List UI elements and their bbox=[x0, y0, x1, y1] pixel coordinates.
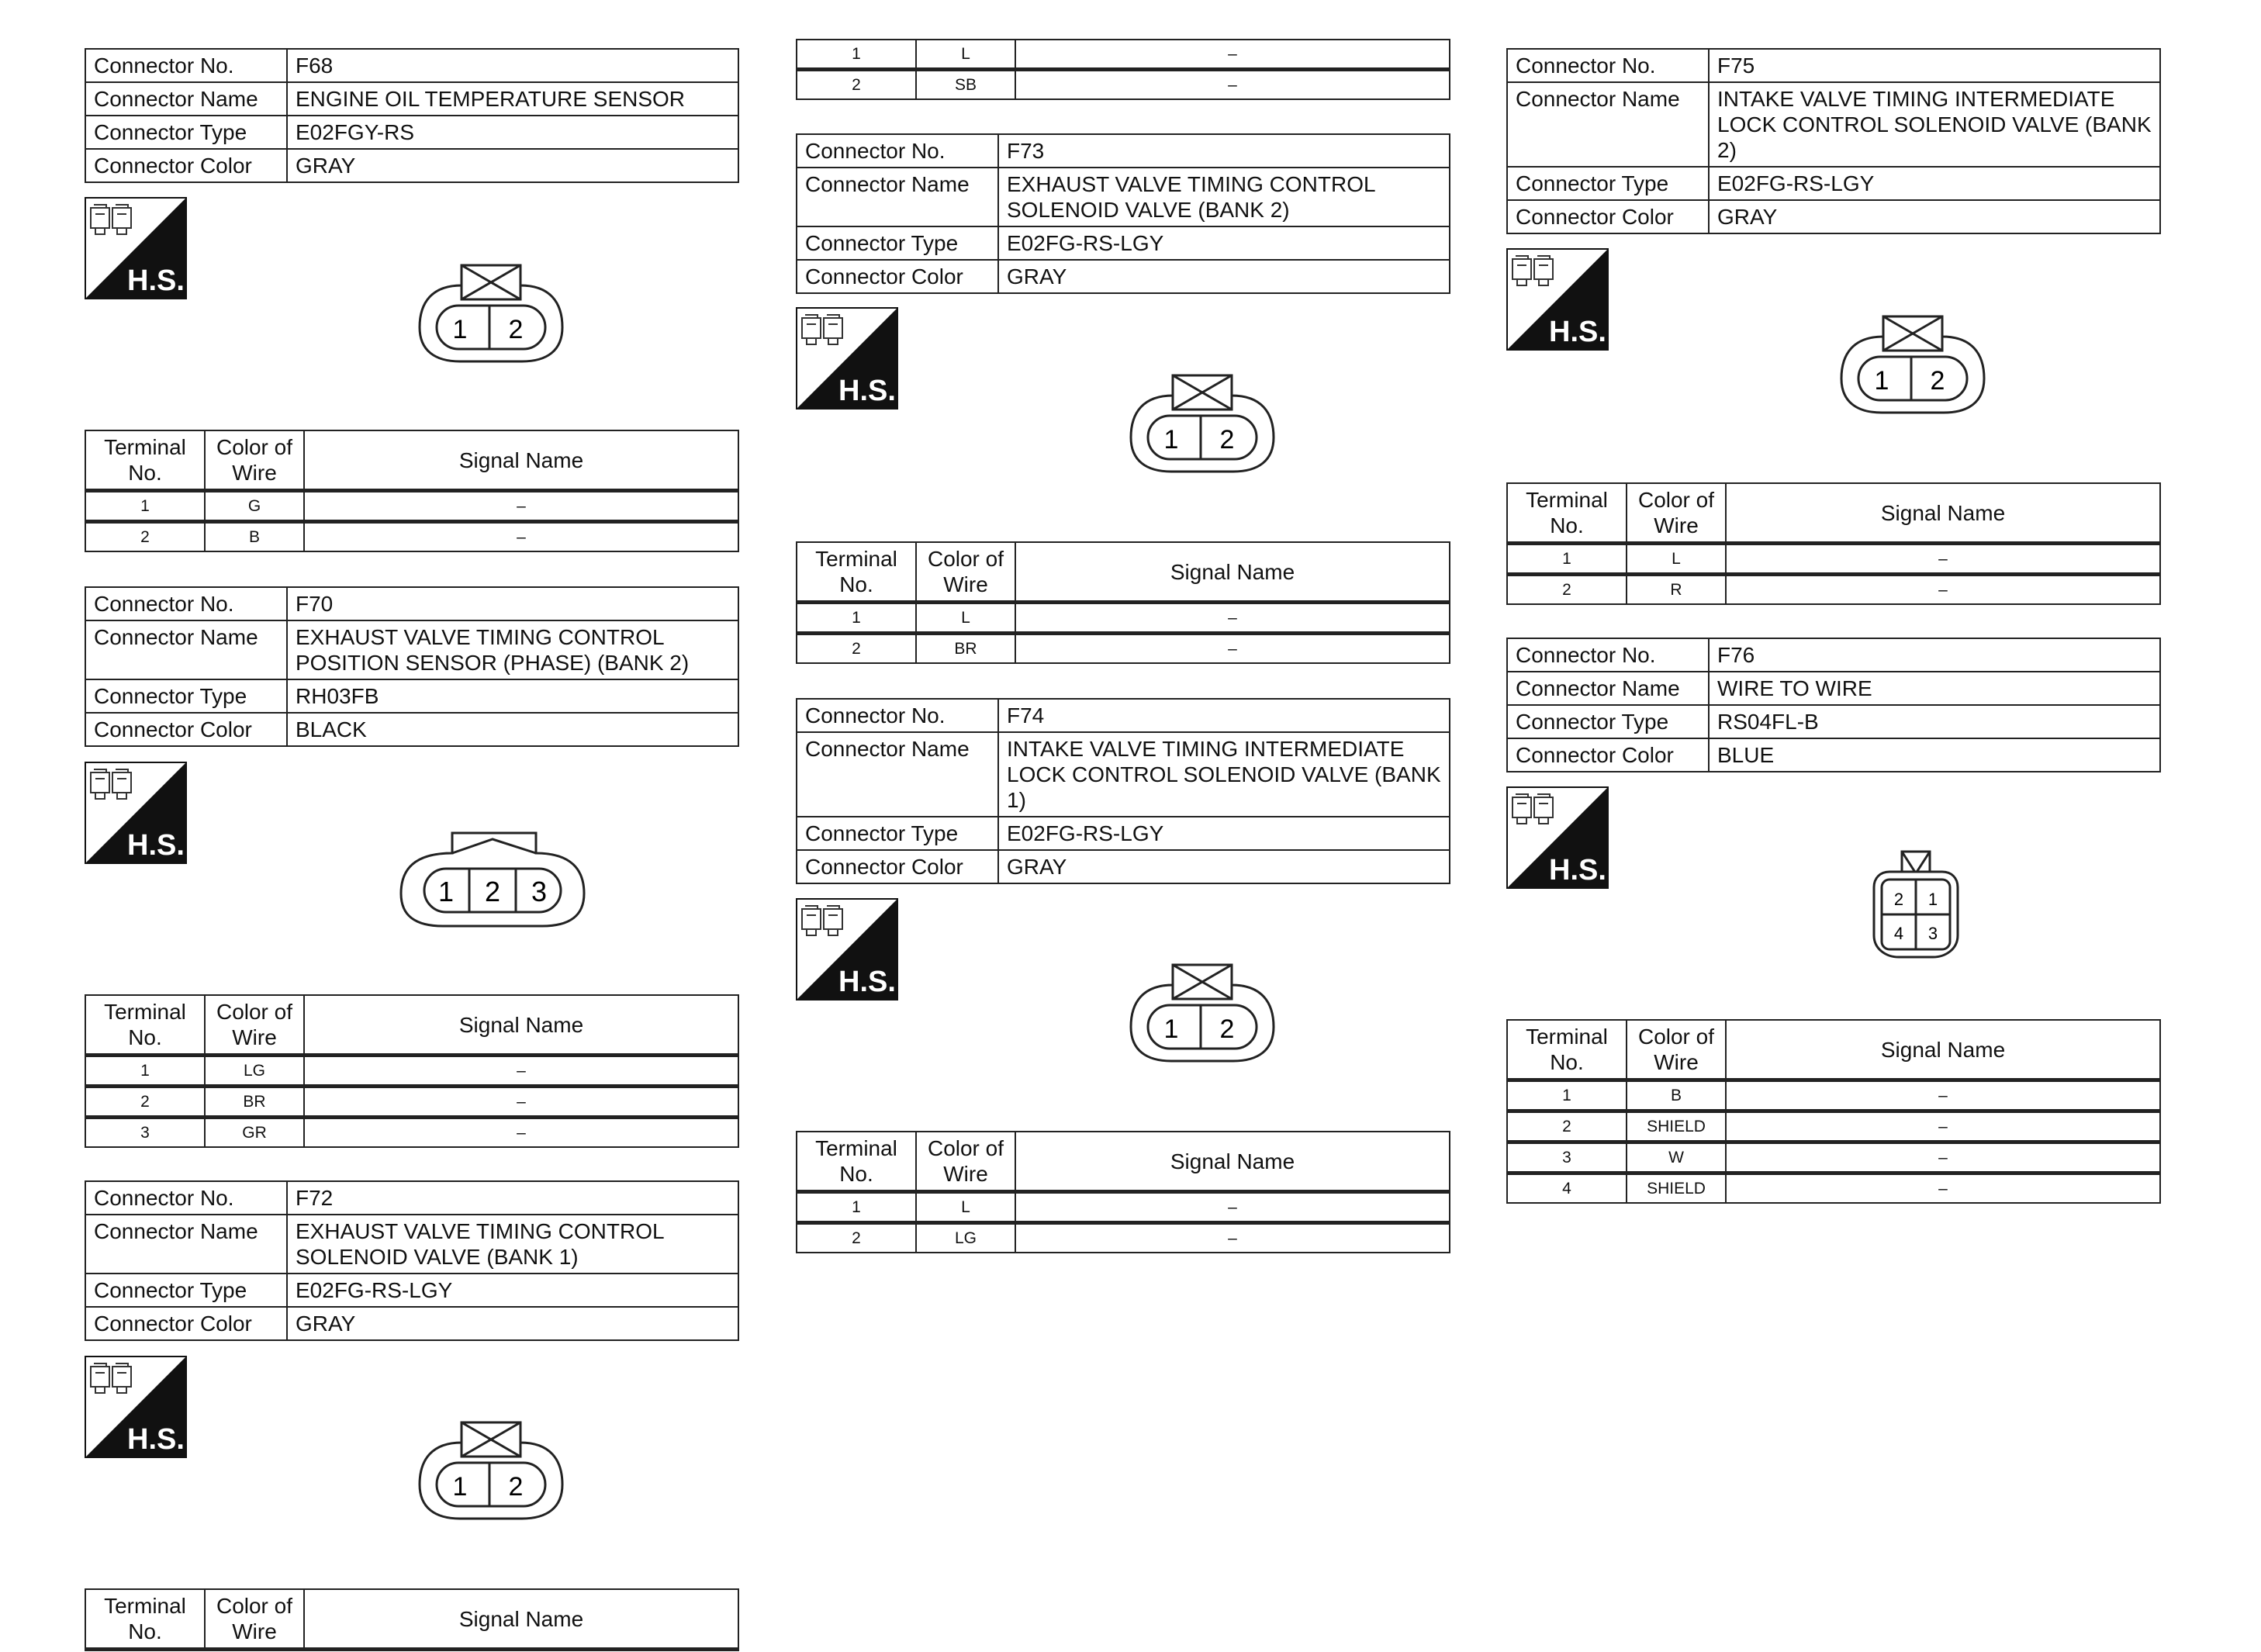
signal-name: – bbox=[1015, 1192, 1450, 1223]
wire-color: L bbox=[1627, 544, 1726, 575]
connector-color-value: BLUE bbox=[1709, 738, 2160, 772]
terminal-no: 1 bbox=[797, 603, 916, 634]
signal-name: – bbox=[304, 1087, 738, 1118]
harness-side-icon bbox=[796, 307, 898, 410]
signal-name: – bbox=[1726, 1111, 2160, 1142]
connector-f72-terminals bbox=[85, 1588, 739, 1651]
connector-f72-terminals-continued bbox=[796, 39, 1450, 100]
connector-type-label: Connector Type bbox=[797, 817, 998, 850]
terminal-no: 1 bbox=[85, 1056, 205, 1087]
connector-type-value: E02FGY-RS bbox=[287, 116, 738, 149]
terminal-no: 3 bbox=[85, 1118, 205, 1148]
connector-no-value: F70 bbox=[287, 587, 738, 620]
connector-no-label: Connector No. bbox=[1507, 638, 1709, 672]
connector-no-value: F74 bbox=[998, 699, 1450, 732]
wire-color: R bbox=[1627, 575, 1726, 605]
pin-1-label: 1 bbox=[437, 876, 455, 907]
connector-f76-section bbox=[1506, 638, 2161, 772]
connector-f68-terminals bbox=[85, 430, 739, 552]
connector-no-value: F75 bbox=[1709, 49, 2160, 82]
table-row bbox=[85, 1118, 738, 1148]
connector-type-value: E02FG-RS-LGY bbox=[1709, 167, 2160, 200]
signal-name: – bbox=[1015, 40, 1450, 70]
connector-face-2pin bbox=[1125, 962, 1280, 1066]
terminal-no-header: Terminal No. bbox=[1507, 1020, 1627, 1080]
connector-face-3pin bbox=[393, 822, 592, 931]
wire-color: L bbox=[916, 603, 1015, 634]
wire-color-header: Color of Wire bbox=[1627, 483, 1726, 544]
connector-type-label: Connector Type bbox=[85, 679, 287, 713]
terminal-no: 1 bbox=[1507, 1080, 1627, 1111]
wire-color-header: Color of Wire bbox=[1627, 1020, 1726, 1080]
connector-color-value: GRAY bbox=[998, 850, 1450, 883]
table-row bbox=[85, 1087, 738, 1118]
connector-f70-section bbox=[85, 586, 739, 747]
connector-no-label: Connector No. bbox=[85, 49, 287, 82]
wire-color: BR bbox=[205, 1087, 304, 1118]
signal-name: – bbox=[1015, 634, 1450, 664]
pin-1-label: 1 bbox=[1163, 425, 1179, 454]
pin-2-label: 2 bbox=[1219, 425, 1235, 454]
harness-side-icon bbox=[85, 762, 187, 864]
connector-type-label: Connector Type bbox=[1507, 167, 1709, 200]
connector-color-label: Connector Color bbox=[1507, 738, 1709, 772]
table-row bbox=[797, 603, 1450, 634]
connector-color-label: Connector Color bbox=[85, 713, 287, 746]
signal-name: – bbox=[304, 491, 738, 522]
connector-color-value: BLACK bbox=[287, 713, 738, 746]
table-row bbox=[797, 40, 1450, 70]
connector-color-value: GRAY bbox=[998, 260, 1450, 293]
connector-name-label: Connector Name bbox=[797, 732, 998, 817]
harness-side-icon bbox=[85, 197, 187, 299]
terminal-table bbox=[1506, 1019, 2161, 1204]
connector-name-label: Connector Name bbox=[85, 82, 287, 116]
table-row bbox=[1507, 1111, 2160, 1142]
connector-info-table bbox=[796, 698, 1450, 884]
connector-color-value: GRAY bbox=[287, 149, 738, 182]
wire-color: GR bbox=[205, 1118, 304, 1148]
connector-no-value: F76 bbox=[1709, 638, 2160, 672]
harness-side-icon bbox=[1506, 786, 1609, 889]
terminal-no-header: Terminal No. bbox=[85, 995, 205, 1056]
connector-name-value: EXHAUST VALVE TIMING CONTROL SOLENOID VALVE (BANK 2) bbox=[998, 168, 1450, 226]
harness-side-icon bbox=[85, 1356, 187, 1458]
signal-name: – bbox=[1726, 1142, 2160, 1173]
signal-name: – bbox=[1726, 575, 2160, 605]
connector-name-value: WIRE TO WIRE bbox=[1709, 672, 2160, 705]
table-row bbox=[85, 522, 738, 552]
table-row bbox=[1507, 1142, 2160, 1173]
terminal-no: 2 bbox=[85, 522, 205, 552]
harness-side-icon bbox=[1506, 248, 1609, 351]
pin-2-label: 2 bbox=[1893, 890, 1904, 909]
connector-f74-section bbox=[796, 698, 1450, 884]
wire-color: LG bbox=[205, 1056, 304, 1087]
terminal-no-header: Terminal No. bbox=[797, 1132, 916, 1192]
terminal-table bbox=[796, 541, 1450, 664]
connector-name-label: Connector Name bbox=[1507, 672, 1709, 705]
table-row bbox=[1507, 544, 2160, 575]
wire-color-header: Color of Wire bbox=[205, 1589, 304, 1650]
connector-info-table bbox=[85, 586, 739, 747]
connector-type-value: RS04FL-B bbox=[1709, 705, 2160, 738]
wire-color: L bbox=[916, 1192, 1015, 1223]
pin-2-label: 2 bbox=[1930, 366, 1945, 396]
connector-color-label: Connector Color bbox=[85, 1307, 287, 1340]
connector-color-value: GRAY bbox=[287, 1307, 738, 1340]
connector-face-2pin bbox=[1835, 313, 1990, 417]
signal-name: – bbox=[1015, 603, 1450, 634]
wire-color: SHIELD bbox=[1627, 1111, 1726, 1142]
connector-name-value: INTAKE VALVE TIMING INTERMEDIATE LOCK CONTROL SOLENOID VALVE (BANK 2) bbox=[1709, 82, 2160, 167]
signal-name: – bbox=[1015, 1223, 1450, 1253]
wire-color: BR bbox=[916, 634, 1015, 664]
connector-face-2pin bbox=[413, 262, 569, 366]
terminal-no: 1 bbox=[797, 1192, 916, 1223]
connector-name-value: EXHAUST VALVE TIMING CONTROL SOLENOID VALVE (BANK 1) bbox=[287, 1215, 738, 1274]
connector-no-label: Connector No. bbox=[797, 134, 998, 168]
terminal-no: 4 bbox=[1507, 1173, 1627, 1204]
connector-name-label: Connector Name bbox=[1507, 82, 1709, 167]
wire-color: W bbox=[1627, 1142, 1726, 1173]
terminal-no: 1 bbox=[85, 491, 205, 522]
connector-type-value: E02FG-RS-LGY bbox=[287, 1274, 738, 1307]
terminal-table bbox=[85, 430, 739, 552]
signal-name: – bbox=[1015, 70, 1450, 100]
signal-name: – bbox=[1726, 544, 2160, 575]
connector-f75-section bbox=[1506, 48, 2161, 234]
table-row bbox=[797, 70, 1450, 100]
connector-face-2pin bbox=[1125, 372, 1280, 476]
connector-name-label: Connector Name bbox=[85, 1215, 287, 1274]
signal-name-header: Signal Name bbox=[304, 995, 738, 1056]
signal-name-header: Signal Name bbox=[1015, 1132, 1450, 1192]
terminal-no: 2 bbox=[797, 634, 916, 664]
connector-color-label: Connector Color bbox=[797, 260, 998, 293]
pin-1-label: 1 bbox=[452, 1472, 468, 1502]
connector-type-label: Connector Type bbox=[85, 116, 287, 149]
connector-f76-terminals bbox=[1506, 1019, 2161, 1204]
terminal-no: 1 bbox=[797, 40, 916, 70]
table-row bbox=[1507, 575, 2160, 605]
terminal-no: 2 bbox=[85, 1087, 205, 1118]
connector-f75-terminals bbox=[1506, 482, 2161, 605]
table-row bbox=[85, 1056, 738, 1087]
connector-no-label: Connector No. bbox=[85, 587, 287, 620]
pin-2-label: 2 bbox=[484, 876, 501, 907]
pin-2-label: 2 bbox=[508, 315, 524, 344]
wire-color: B bbox=[205, 522, 304, 552]
connector-type-value: RH03FB bbox=[287, 679, 738, 713]
connector-name-label: Connector Name bbox=[797, 168, 998, 226]
connector-info-table bbox=[1506, 638, 2161, 772]
connector-f70-terminals bbox=[85, 994, 739, 1148]
connector-name-value: EXHAUST VALVE TIMING CONTROL POSITION SENSOR (PHASE) (BANK 2) bbox=[287, 620, 738, 679]
wire-color: L bbox=[916, 40, 1015, 70]
pin-2-label: 2 bbox=[1219, 1014, 1235, 1044]
pin-2-label: 2 bbox=[508, 1472, 524, 1502]
signal-name: – bbox=[304, 522, 738, 552]
wire-color: SB bbox=[916, 70, 1015, 100]
terminal-no: 2 bbox=[797, 70, 916, 100]
wire-color: B bbox=[1627, 1080, 1726, 1111]
table-row bbox=[85, 491, 738, 522]
wire-color-header: Color of Wire bbox=[205, 995, 304, 1056]
connector-info-table bbox=[1506, 48, 2161, 234]
connector-face-2pin bbox=[413, 1419, 569, 1523]
connector-info-table bbox=[85, 48, 739, 183]
connector-name-value: ENGINE OIL TEMPERATURE SENSOR bbox=[287, 82, 738, 116]
connector-name-label: Connector Name bbox=[85, 620, 287, 679]
connector-type-value: E02FG-RS-LGY bbox=[998, 226, 1450, 260]
pin-1-label: 1 bbox=[1874, 366, 1889, 396]
terminal-table bbox=[85, 1588, 739, 1651]
connector-name-value: INTAKE VALVE TIMING INTERMEDIATE LOCK CONTROL SOLENOID VALVE (BANK 1) bbox=[998, 732, 1450, 817]
pin-1-label: 1 bbox=[1927, 890, 1938, 909]
terminal-table bbox=[85, 994, 739, 1148]
signal-name: – bbox=[1726, 1080, 2160, 1111]
pin-1-label: 1 bbox=[1163, 1014, 1179, 1044]
connector-no-label: Connector No. bbox=[1507, 49, 1709, 82]
connector-color-label: Connector Color bbox=[797, 850, 998, 883]
connector-f72-section bbox=[85, 1180, 739, 1341]
connector-color-value: GRAY bbox=[1709, 200, 2160, 233]
connector-type-label: Connector Type bbox=[1507, 705, 1709, 738]
wire-color-header: Color of Wire bbox=[916, 542, 1015, 603]
connector-color-label: Connector Color bbox=[1507, 200, 1709, 233]
signal-name: – bbox=[1726, 1173, 2160, 1204]
wire-color: LG bbox=[916, 1223, 1015, 1253]
terminal-no-header: Terminal No. bbox=[797, 542, 916, 603]
signal-name-header: Signal Name bbox=[1726, 1020, 2160, 1080]
signal-name-header: Signal Name bbox=[304, 1589, 738, 1650]
signal-name-header: Signal Name bbox=[1015, 542, 1450, 603]
connector-no-label: Connector No. bbox=[85, 1181, 287, 1215]
wire-color-header: Color of Wire bbox=[916, 1132, 1015, 1192]
terminal-no-header: Terminal No. bbox=[1507, 483, 1627, 544]
connector-no-label: Connector No. bbox=[797, 699, 998, 732]
signal-name-header: Signal Name bbox=[1726, 483, 2160, 544]
connector-f74-terminals bbox=[796, 1131, 1450, 1253]
pin-1-label: 1 bbox=[452, 315, 468, 344]
terminal-no: 3 bbox=[1507, 1142, 1627, 1173]
terminal-no: 2 bbox=[797, 1223, 916, 1253]
signal-name: – bbox=[304, 1118, 738, 1148]
pin-3-label: 3 bbox=[1927, 924, 1938, 943]
table-row bbox=[1507, 1173, 2160, 1204]
wire-color: SHIELD bbox=[1627, 1173, 1726, 1204]
terminal-table bbox=[1506, 482, 2161, 605]
terminal-no: 1 bbox=[1507, 544, 1627, 575]
connector-type-label: Connector Type bbox=[85, 1274, 287, 1307]
wire-color: G bbox=[205, 491, 304, 522]
connector-no-value: F72 bbox=[287, 1181, 738, 1215]
connector-type-label: Connector Type bbox=[797, 226, 998, 260]
pin-3-label: 3 bbox=[531, 876, 548, 907]
connector-no-value: F73 bbox=[998, 134, 1450, 168]
connector-f73-terminals bbox=[796, 541, 1450, 664]
connector-color-label: Connector Color bbox=[85, 149, 287, 182]
connector-info-table bbox=[796, 133, 1450, 294]
connector-face-4pin bbox=[1868, 848, 1964, 962]
connector-info-table bbox=[85, 1180, 739, 1341]
harness-side-icon bbox=[796, 898, 898, 1001]
terminal-table bbox=[796, 1131, 1450, 1253]
table-row bbox=[1507, 1080, 2160, 1111]
table-row bbox=[797, 1192, 1450, 1223]
connector-no-value: F68 bbox=[287, 49, 738, 82]
terminal-no: 2 bbox=[1507, 1111, 1627, 1142]
connector-type-value: E02FG-RS-LGY bbox=[998, 817, 1450, 850]
connector-f73-section bbox=[796, 133, 1450, 294]
connector-f68-section bbox=[85, 48, 739, 183]
table-row bbox=[797, 1223, 1450, 1253]
signal-name-header: Signal Name bbox=[304, 430, 738, 491]
wire-color-header: Color of Wire bbox=[205, 430, 304, 491]
signal-name: – bbox=[304, 1056, 738, 1087]
terminal-table bbox=[796, 39, 1450, 100]
pin-4-label: 4 bbox=[1893, 924, 1904, 943]
terminal-no-header: Terminal No. bbox=[85, 1589, 205, 1650]
terminal-no-header: Terminal No. bbox=[85, 430, 205, 491]
table-row bbox=[797, 634, 1450, 664]
terminal-no: 2 bbox=[1507, 575, 1627, 605]
